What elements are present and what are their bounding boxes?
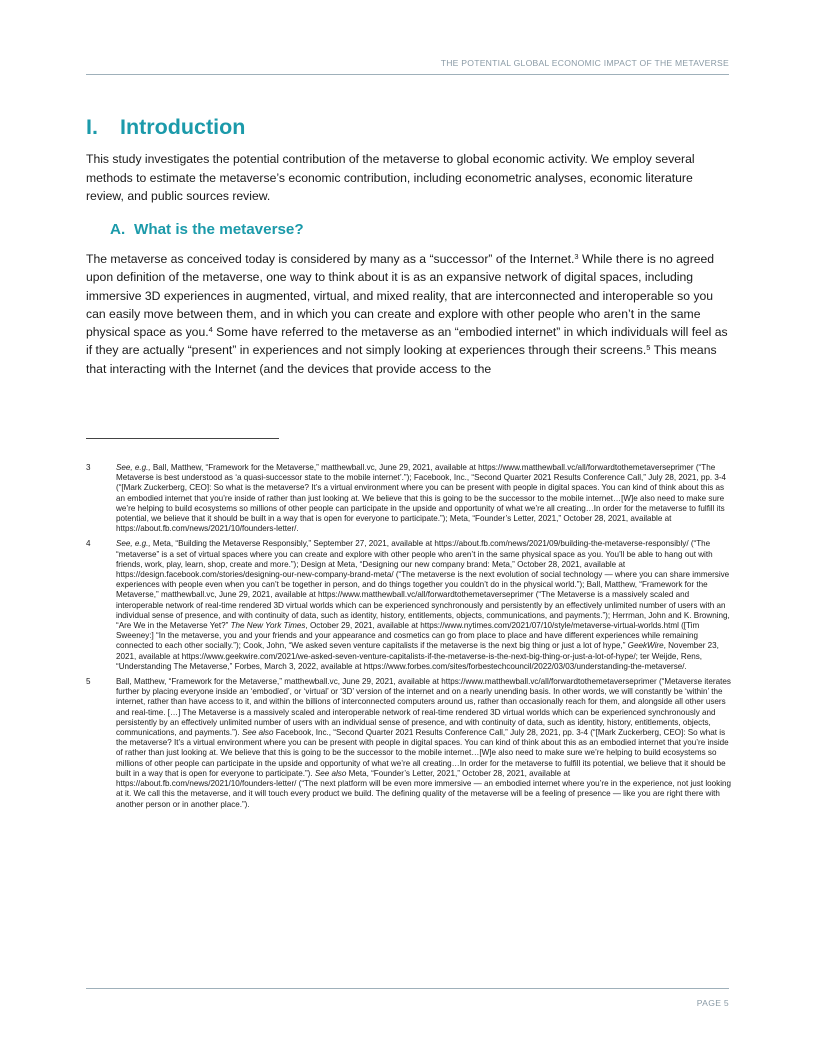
body-text-segment: Some have referred to the metaverse as an “embodied internet” in which individuals will feel as if they are actually “present” in experiences and not simply looking at experiences through their screens. [86, 325, 728, 358]
footnote-number: 4 [86, 539, 91, 549]
footnote-segment: , October 29, 2021, available at https://www.nytimes.com/2021/07/10/style/metaverse-virtual-worlds.html ([Tim Sweeney:] “In the metaverse, you and your friends and your appearance and cosmetics can go from place to place and have different experiences while remaining connected to each other socially.”); Cook, John, “We asked seven venture capitalists if the metaverse is the next big thing or just a lot of hype,” [116, 621, 700, 651]
footnote-ref-5[interactable]: 5 [646, 343, 651, 353]
footnote-text [116, 677, 732, 810]
footnote-emphasis: See, e.g., [116, 463, 151, 472]
intro-paragraph: This study investigates the potential contribution of the metaverse to global economic activity. We employ several methods to estimate the metaverse’s economic contribution, including econometric analyses, economic literature review, and public sources review. [86, 152, 695, 203]
section-title: Introduction [120, 115, 246, 139]
footnote-emphasis: GeekWire [627, 641, 664, 651]
footnote-segment: , November 23, 2021, available at https://www.geekwire.com/2021/we-asked-seven-venture-capitalists-if-the-metaverse-is-the-next-big-thing-or-just-a-lot-of-hype/; ter Weijde, Rens, “Understanding The Metaverse,” Forbes, March 3, 2022, available at https://www.forbes.com/sites/forbestechcouncil/2022/03/03/understanding-the-metaverse/. [116, 641, 719, 671]
footnote-emphasis: See also [241, 728, 274, 738]
footnote-emphasis: See, e.g., [116, 539, 151, 549]
footnote-ref-4[interactable]: 4 [208, 325, 213, 335]
footnotes [86, 463, 732, 815]
subsection-title: What is the metaverse? [134, 221, 304, 238]
footnote-emphasis: The New York Times [230, 621, 306, 631]
footnote-text [116, 463, 732, 534]
section-heading [86, 115, 245, 140]
header-divider [86, 74, 729, 75]
body-text-segment: While there is no agreed upon definition of the metaverse, one way to think about it is as an expansive network of digital spaces, including immersive 3D experiences in augmented, virtual, and mixed reality, that are interconnected and interoperable so you can easily move between them, and in which you can create and explore with other people who aren’t in the same physical space as you. [86, 252, 715, 340]
footer-divider [86, 988, 729, 989]
footnote-text [116, 539, 732, 672]
footnote-segment: Ball, Matthew, “Framework for the Metaverse,” matthewball.vc, June 29, 2021, available at https://www.matthewball.vc/all/forwardtothemetaverseprimer (“The Metaverse is best understood as ‘a quasi-successor state to the mobile internet’.”); Facebook, Inc., “Second Quarter 2021 Results Conference Call,” July 28, 2021, pp. 3-4 (“[Mark Zuckerberg, CEO]: So what is the metaverse? It’s a virtual environment where you can be present with people in digital spaces. You can kind of think about this as an embodied internet that you’re inside of rather than just looking at. We believe that this is going to be the successor to the mobile internet…[W]e also need to make sure we’re helping to build ecosystems so millions of other people can participate in the upside and opportunity of what we’re all creating…In order for the metaverse to fulfill its potential, we believe that it should be built in a way that is open for everyone to participate.”); Meta, “Founder’s Letter, 2021,” October 28, 2021, available at https://about.fb.com/news/2021/10/founders-letter/. [116, 463, 727, 534]
footnote-segment: Ball, Matthew, “Framework for the Metaverse,” matthewball.vc, June 29, 2021, available at https://www.matthewball.vc/all/forwardtothemetaverseprimer (“Metaverse iterates further by placing everyone inside an ‘embodied’, or ‘virtual’ or ‘3D’ version of the internet and on a nearly unending basis. In other words, we will constantly be ‘within’ the internet, rather than have access to it, and within the billions of interconnected computers around us, rather than occasionally reach for them, and alongside all other users and real-time. […] The Metaverse is a massively scaled and interoperable network of real-time rendered 3D virtual worlds which can be experienced synchronously and persistently by an effectively unlimited number of users with an individual sense of presence, and with continuity of data, such as identity, history, entitlements, objects, communications, and payments.”). [116, 677, 731, 738]
footnote-number: 3 [86, 463, 91, 472]
body-text-segment: The metaverse as conceived today is considered by many as a “successor” of the Internet. [86, 252, 575, 266]
footnote-segment: Facebook, Inc., “Second Quarter 2021 Results Conference Call,” July 28, 2021, pp. 3-4 (“[Mark Zuckerberg, CEO]: So what is the metaverse? It’s a virtual environment where you can be present with people in digital spaces. You can kind of think about this as an embodied internet that you’re inside of rather than just looking at. We believe that this is going to be the successor to the mobile internet…[W]e also need to make sure we’re helping to build ecosystems so millions of other people can participate in the upside and opportunity of what we’re all creating…In order for the metaverse to fulfill its potential, we believe that it should be built in a way that is open for everyone to participate.”). [116, 728, 729, 778]
footnote-4 [86, 539, 732, 672]
footnote-separator [86, 438, 279, 439]
footnote-3 [86, 463, 732, 534]
footnote-number: 5 [86, 677, 91, 687]
footnote-segment: Meta, “Building the Metaverse Responsibly,” September 27, 2021, available at https://about.fb.com/news/2021/09/building-the-metaverse-responsibly/ (“The “metaverse” is a set of virtual spaces where you can create and explore with other people who aren’t in the same physical space as you. You’ll be able to hang out with friends, work, play, learn, shop, create and more.”); Design at Meta, “Designing our new company brand: Meta,” October 28, 2021, available at https://design.facebook.com/stories/designing-our-new-company-brand-meta/ (“The metaverse is the next evolution of social technology — where you can share immersive experiences with people even when you can’t be together in person, and do things together you couldn’t do in the physical world.”); Ball, Matthew, “Framework for the Metaverse,” matthewball.vc, June 29, 2021, available at https://www.matthewball.vc/all/forwardtothemetaverseprimer (“The Metaverse is a massively scaled and interoperable network of real-time rendered 3D virtual worlds which can be experienced synchronously and persistently by an effectively unlimited number of users with an individual sense of presence, and with continuity of data, such as identity, history, entitlements, objects, communications, and payments.”); Herrman, John and K. Browning, “Are We in the Metaverse Yet?” [116, 539, 730, 631]
body-paragraph [86, 250, 731, 378]
body-text-segment: This means that interacting with the Internet (and the devices that provide access to the [86, 343, 717, 376]
page-number: PAGE 5 [696, 998, 729, 1008]
footnote-emphasis: See also [314, 768, 347, 778]
footnote-5 [86, 677, 732, 810]
running-header: THE POTENTIAL GLOBAL ECONOMIC IMPACT OF THE METAVERSE [440, 58, 729, 68]
subsection-heading [110, 221, 304, 238]
subsection-letter: A. [110, 221, 126, 238]
footnote-ref-3[interactable]: 3 [574, 252, 579, 261]
footnote-segment: Meta, “Founder’s Letter, 2021,” October 28, 2021, available at https://about.fb.com/news/2021/10/founders-letter/ (“The next platform will be even more immersive — an embodied internet where you’re in the experience, not just looking at it. We call this the metaverse, and it will touch every product we build. The defining quality of the metaverse will be a feeling of presence — like you are right there with another person or in another place.”). [116, 768, 731, 809]
section-number: I. [86, 115, 98, 139]
